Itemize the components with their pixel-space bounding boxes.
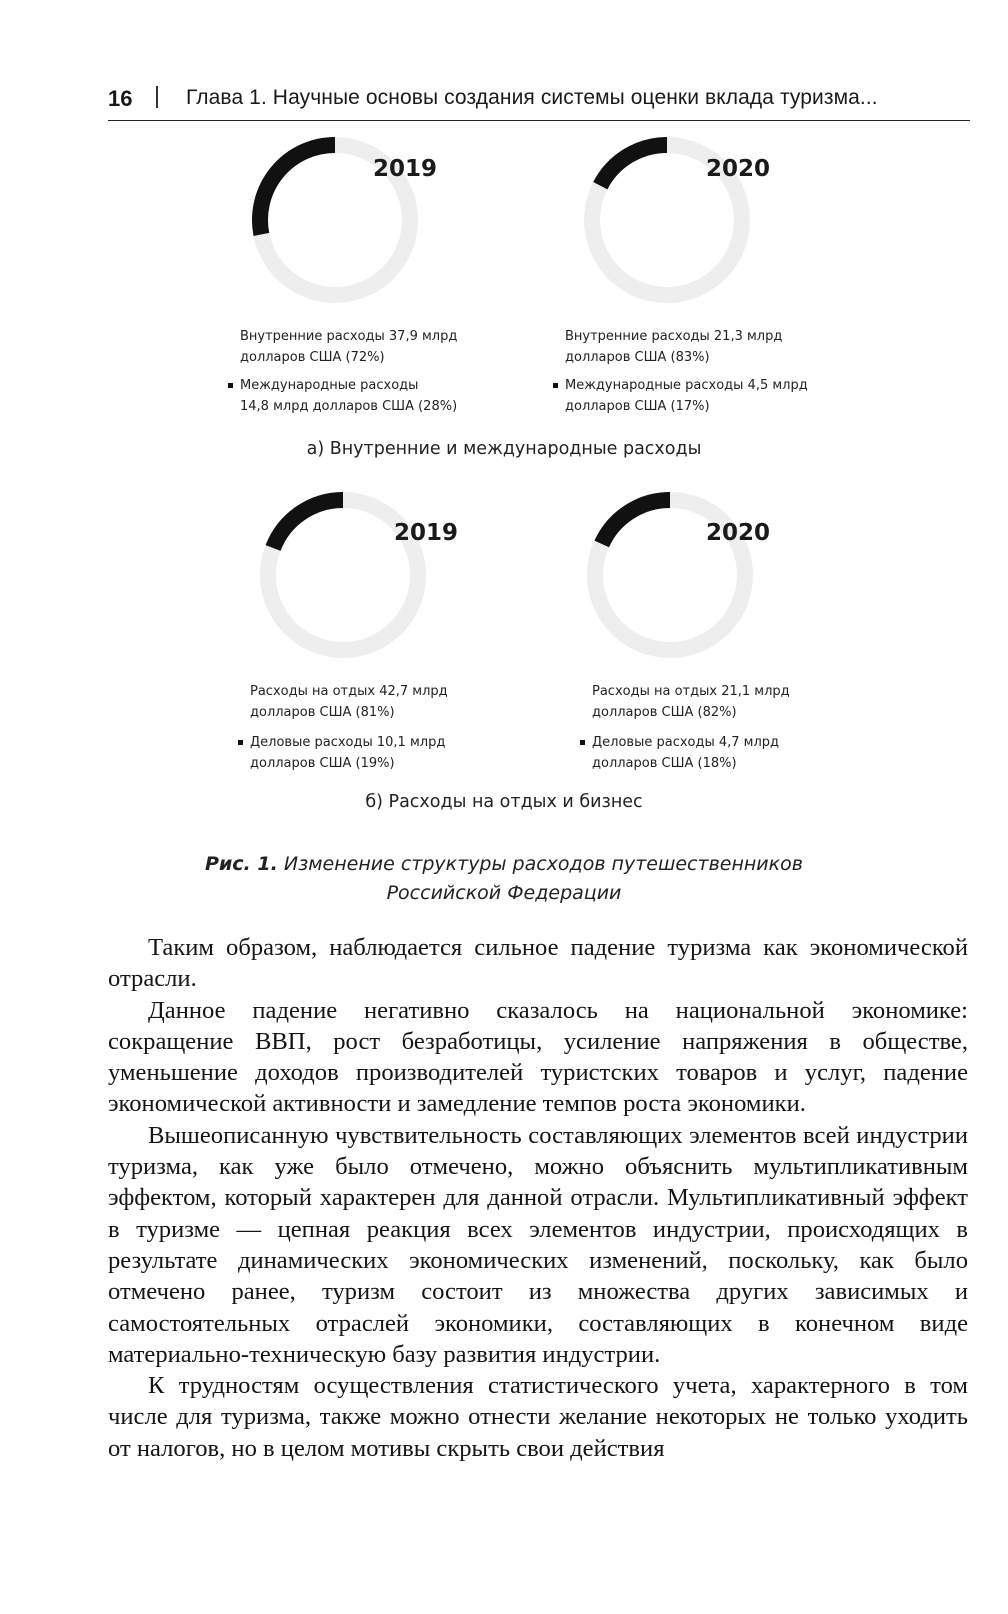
chart-year-b-2019: 2019 bbox=[394, 520, 459, 546]
figure-caption-text: Изменение структуры расходов путешественников bbox=[283, 853, 803, 875]
legend-line: Внутренние расходы 21,3 млрд bbox=[565, 329, 783, 344]
panel-b-caption: б) Расходы на отдых и бизнес bbox=[365, 792, 643, 812]
legend-line: долларов США (72%) bbox=[240, 350, 385, 365]
page-number: 16 bbox=[108, 86, 133, 111]
page-header bbox=[108, 80, 970, 121]
legend-line: Международные расходы bbox=[240, 375, 457, 396]
body-paragraph: Таким образом, наблюдается сильное падение туризма как экономической отрасли. bbox=[108, 934, 968, 993]
legend-a-2020 bbox=[565, 326, 808, 417]
figure-caption-line-1 bbox=[0, 850, 1008, 879]
donut-slice-minor bbox=[600, 145, 667, 186]
legend-line: Деловые расходы 4,7 млрд bbox=[592, 732, 790, 753]
donut-slice-minor bbox=[602, 500, 670, 544]
donut-slice-minor bbox=[260, 145, 335, 234]
donut-chart-b-2019 bbox=[253, 485, 433, 665]
legend-line: долларов США (19%) bbox=[250, 756, 395, 771]
legend-line: Международные расходы 4,5 млрд bbox=[565, 375, 808, 396]
figure-caption-line-2: Российской Федерации bbox=[386, 882, 622, 904]
legend-line: Внутренние расходы 37,9 млрд bbox=[240, 329, 458, 344]
running-title: Глава 1. Научные основы создания системы оценки вклада туризма... bbox=[186, 86, 878, 109]
body-paragraph: Вышеописанную чувствительность составляющих элементов всей индустрии туризма, как уже было отмечено, можно объяснить мультипликативным эффектом, который характерен для данной отрасли. Мультипликативный эффект в туризме — цепная реакция всех элементов индустрии, происходящих в результате динамических экономических изменений, поскольку, как было отмечено ранее, туризм состоит из множества других зависимых и самостоятельных отраслей экономики, составляющих в конечном виде материально-техническую базу развития индустрии. bbox=[108, 1121, 968, 1368]
legend-line: долларов США (81%) bbox=[250, 705, 395, 720]
legend-b-2020 bbox=[592, 681, 790, 774]
legend-line: Расходы на отдых 21,1 млрд bbox=[592, 684, 790, 699]
chart-year-b-2020: 2020 bbox=[706, 520, 771, 546]
legend-line: долларов США (17%) bbox=[565, 399, 710, 414]
legend-a-2019 bbox=[240, 326, 457, 417]
legend-line: долларов США (18%) bbox=[592, 756, 737, 771]
legend-line: долларов США (83%) bbox=[565, 350, 710, 365]
legend-b-2019 bbox=[250, 681, 448, 774]
donut-slice-minor bbox=[273, 500, 343, 548]
figure-caption bbox=[0, 850, 1008, 908]
legend-line: 14,8 млрд долларов США (28%) bbox=[240, 399, 458, 414]
panel-a-caption: а) Внутренние и международные расходы bbox=[306, 439, 702, 459]
chart-year-a-2019: 2019 bbox=[373, 156, 438, 182]
chart-year-a-2020: 2020 bbox=[706, 156, 771, 182]
legend-line: Расходы на отдых 42,7 млрд bbox=[250, 684, 448, 699]
body-paragraph: Данное падение негативно сказалось на национальной экономике: сокращение ВВП, рост безработицы, усиление напряжения в обществе, уменьшение доходов производителей туристских товаров и услуг, падение экономической активности и замедление темпов роста экономики. bbox=[108, 996, 968, 1118]
donut-chart-b-2020 bbox=[580, 485, 760, 665]
header-separator bbox=[156, 86, 158, 108]
legend-line: Деловые расходы 10,1 млрд bbox=[250, 732, 448, 753]
legend-line: долларов США (82%) bbox=[592, 705, 737, 720]
body-text bbox=[108, 932, 968, 1464]
figure-label: Рис. 1. bbox=[205, 853, 278, 875]
body-paragraph: К трудностям осуществления статистического учета, характерного в том числе для туризма, также можно отнести желание некоторых не только уходить от налогов, но в целом мотивы скрыть свои действия bbox=[108, 1372, 968, 1462]
